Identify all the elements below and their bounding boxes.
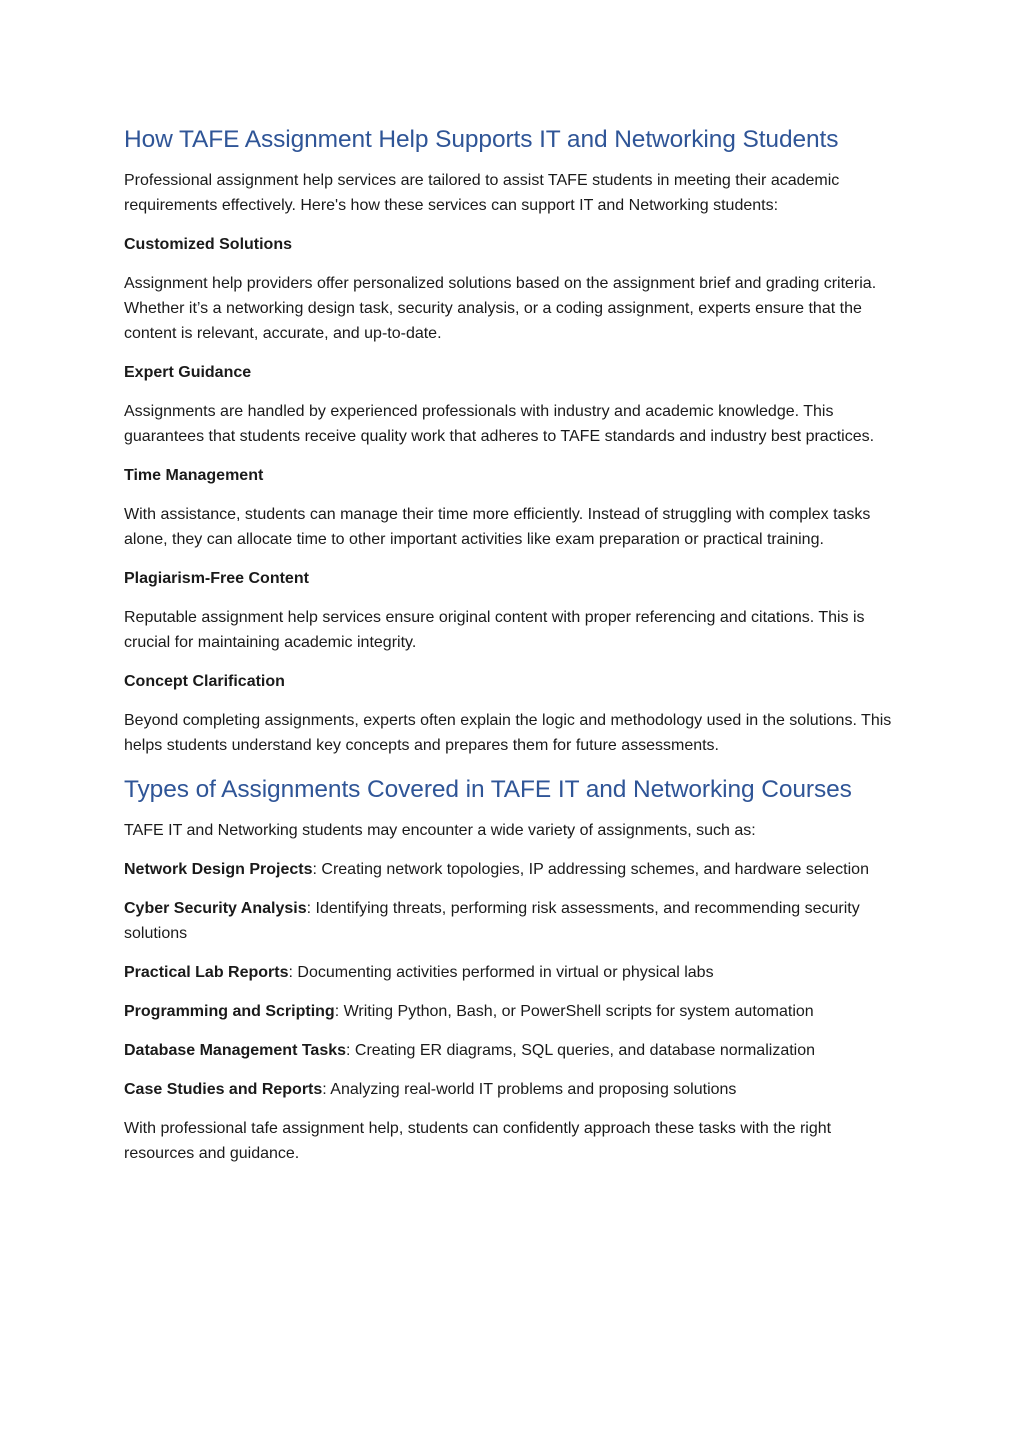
item-description: : Analyzing real-world IT problems and proposing solutions (322, 1081, 737, 1098)
list-item (124, 857, 904, 882)
paragraph-plagiarism-free: Reputable assignment help services ensure original content with proper referencing and citations. This is crucial for maintaining academic integrity. (124, 609, 865, 651)
list-item (124, 1038, 904, 1063)
item-description: : Creating network topologies, IP addressing schemes, and hardware selection (312, 861, 869, 878)
item-term: Database Management Tasks (124, 1042, 347, 1059)
item-description: : Identifying threats, performing risk assessments, and recommending security solutions (124, 900, 860, 942)
subheading-plagiarism-free: Plagiarism-Free Content (124, 570, 309, 587)
paragraph-time-management: With assistance, students can manage their time more efficiently. Instead of struggling with complex tasks alone, they can allocate time to other important activities like exam preparation or practical training. (124, 506, 871, 548)
subheading-expert-guidance: Expert Guidance (124, 364, 252, 381)
section-heading-types: Types of Assignments Covered in TAFE IT and Networking Courses (124, 776, 852, 803)
item-description: : Creating ER diagrams, SQL queries, and database normalization (346, 1042, 816, 1059)
section-heading-support: How TAFE Assignment Help Supports IT and Networking Students (124, 126, 839, 153)
subheading-customized-solutions: Customized Solutions (124, 236, 292, 253)
list-item (124, 896, 904, 946)
types-intro-paragraph: TAFE IT and Networking students may encounter a wide variety of assignments, such as: (124, 822, 756, 839)
item-term: Programming and Scripting (124, 1003, 335, 1020)
item-term: Practical Lab Reports (124, 964, 289, 981)
paragraph-concept-clarification: Beyond completing assignments, experts often explain the logic and methodology used in the solutions. This helps students understand key concepts and prepares them for future assessments. (124, 712, 892, 754)
subheading-concept-clarification: Concept Clarification (124, 673, 285, 690)
item-description: : Writing Python, Bash, or PowerShell scripts for system automation (334, 1003, 814, 1020)
paragraph-customized-solutions: Assignment help providers offer personalized solutions based on the assignment brief and grading criteria. Whether it’s a networking design task, security analysis, or a coding assignment, experts ensure that the content is relevant, accurate, and up-to-date. (124, 275, 877, 342)
item-term: Network Design Projects (124, 861, 313, 878)
item-term: Case Studies and Reports (124, 1081, 323, 1098)
list-item (124, 960, 904, 985)
list-item (124, 999, 904, 1024)
item-description: : Documenting activities performed in virtual or physical labs (288, 964, 714, 981)
paragraph-expert-guidance: Assignments are handled by experienced professionals with industry and academic knowledge. This guarantees that students receive quality work that adheres to TAFE standards and industry best practices. (124, 403, 875, 445)
list-item (124, 1077, 904, 1102)
subheading-time-management: Time Management (124, 467, 264, 484)
intro-paragraph: Professional assignment help services are tailored to assist TAFE students in meeting their academic requirements effectively. Here's how these services can support IT and Networking students: (124, 172, 840, 214)
closing-paragraph: With professional tafe assignment help, students can confidently approach these tasks with the right resources and guidance. (124, 1120, 832, 1162)
document-page (124, 122, 904, 1180)
item-term: Cyber Security Analysis (124, 900, 307, 917)
